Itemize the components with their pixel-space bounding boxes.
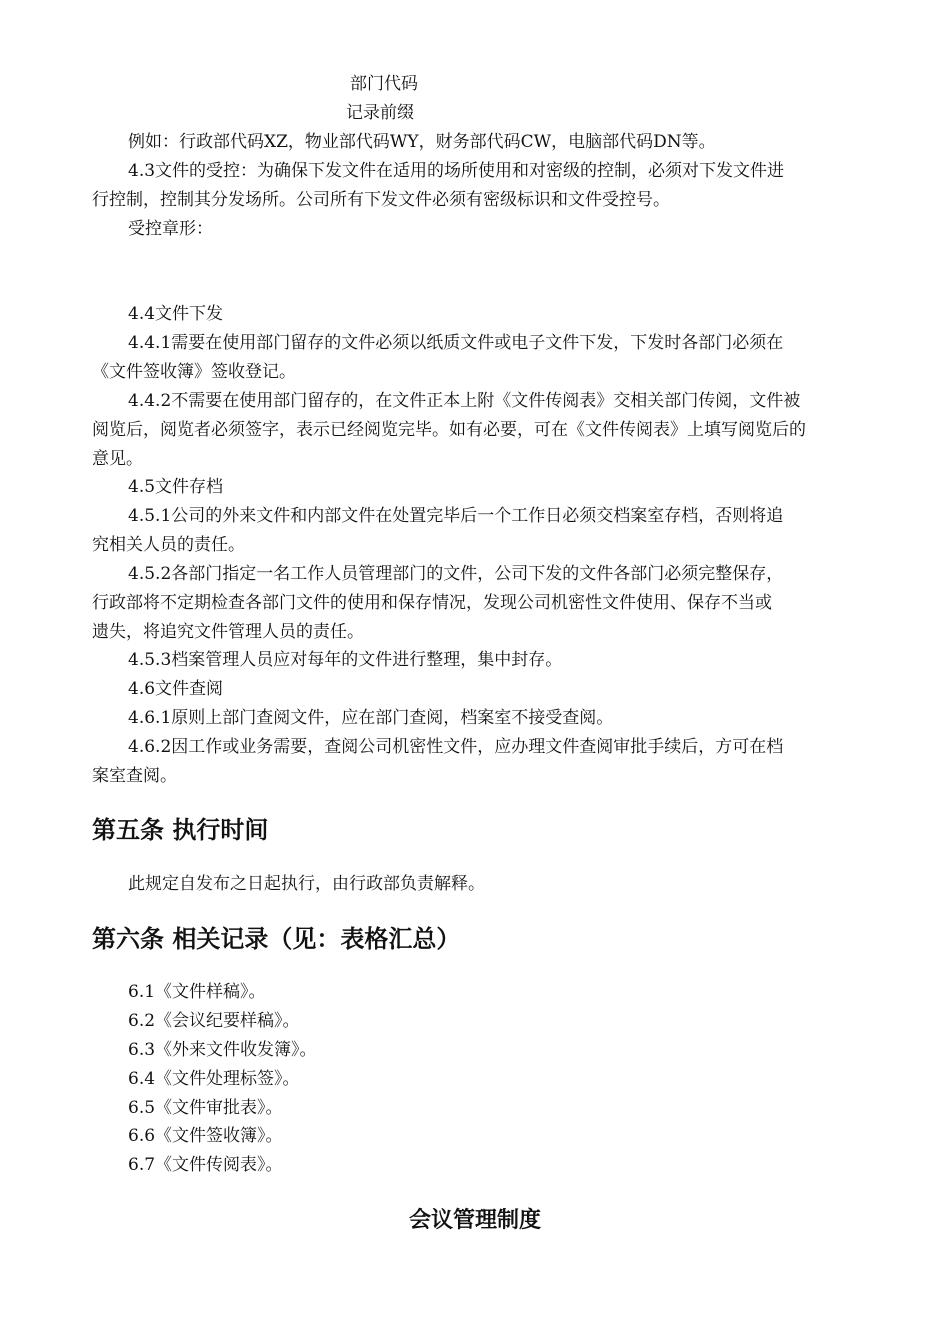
stamp-label: 受控章形： (128, 219, 213, 239)
record-item: 6.2《会议纪要样稿》。 (128, 1011, 300, 1031)
next-section-title: 会议管理制度 (408, 1208, 541, 1233)
para-4-4: 4.4文件下发 (128, 304, 224, 324)
record-item: 6.4《文件处理标签》。 (128, 1069, 300, 1089)
para-4-5-2-line1: 4.5.2各部门指定一名工作人员管理部门的文件，公司下发的文件各部门必须完整保存， (128, 564, 784, 584)
para-4-5-2-line3: 遗失，将追究文件管理人员的责任。 (92, 622, 364, 642)
record-item: 6.7《文件传阅表》。 (128, 1155, 283, 1175)
para-4-4-2-line2: 阅览后，阅览者必须签字，表示已经阅览完毕。如有必要，可在《文件传阅表》上填写阅览后的 (92, 420, 806, 440)
para-4-6-2-line1: 4.6.2因工作或业务需要，查阅公司机密性文件，应办理文件查阅审批手续后，方可在档 (128, 737, 784, 757)
para-4-6-2-line2: 案室查阅。 (92, 766, 177, 786)
para-4-4-2-line1: 4.4.2不需要在使用部门留存的，在文件正本上附《文件传阅表》交相关部门传阅，文件被 (128, 391, 801, 411)
para-4-3-line1: 4.3文件的受控：为确保下发文件在适用的场所使用和对密级的控制，必须对下发文件进 (128, 161, 785, 181)
para-4-5: 4.5文件存档 (128, 477, 224, 497)
para-4-4-1-line2: 《文件签收簿》签收登记。 (92, 362, 296, 382)
para-4-5-1-line1: 4.5.1公司的外来文件和内部文件在处置完毕后一个工作日必须交档案室存档，否则将追 (128, 506, 784, 526)
para-4-4-2-line3: 意见。 (92, 449, 143, 469)
record-item: 6.1《文件样稿》。 (128, 982, 266, 1002)
para-4-4-1-line1: 4.4.1需要在使用部门留存的文件必须以纸质文件或电子文件下发，下发时各部门必须在 (128, 333, 784, 353)
dept-code-label: 部门代码 (350, 74, 418, 94)
section-5-heading: 第五条 执行时间 (92, 816, 269, 844)
para-4-3-line2: 行控制，控制其分发场所。公司所有下发文件必须有密级标识和文件受控号。 (92, 190, 670, 210)
para-4-5-1-line2: 究相关人员的责任。 (92, 535, 245, 555)
para-4-5-3: 4.5.3档案管理人员应对每年的文件进行整理，集中封存。 (128, 650, 563, 670)
para-4-5-2-line2: 行政部将不定期检查各部门文件的使用和保存情况，发现公司机密性文件使用、保存不当或 (92, 593, 772, 613)
section-5-text: 此规定自发布之日起执行，由行政部负责解释。 (128, 874, 485, 894)
para-4-6: 4.6文件查阅 (128, 679, 224, 699)
record-item: 6.6《文件签收簿》。 (128, 1126, 283, 1146)
record-prefix-label: 记录前缀 (346, 103, 414, 123)
record-item: 6.3《外来文件收发簿》。 (128, 1040, 317, 1060)
para-4-6-1: 4.6.1原则上部门查阅文件，应在部门查阅，档案室不接受查阅。 (128, 708, 614, 728)
record-item: 6.5《文件审批表》。 (128, 1098, 283, 1118)
example-paragraph: 例如：行政部代码XZ，物业部代码WY，财务部代码CW，电脑部代码DN等。 (128, 132, 716, 152)
section-6-heading: 第六条 相关记录（见：表格汇总） (92, 925, 461, 953)
